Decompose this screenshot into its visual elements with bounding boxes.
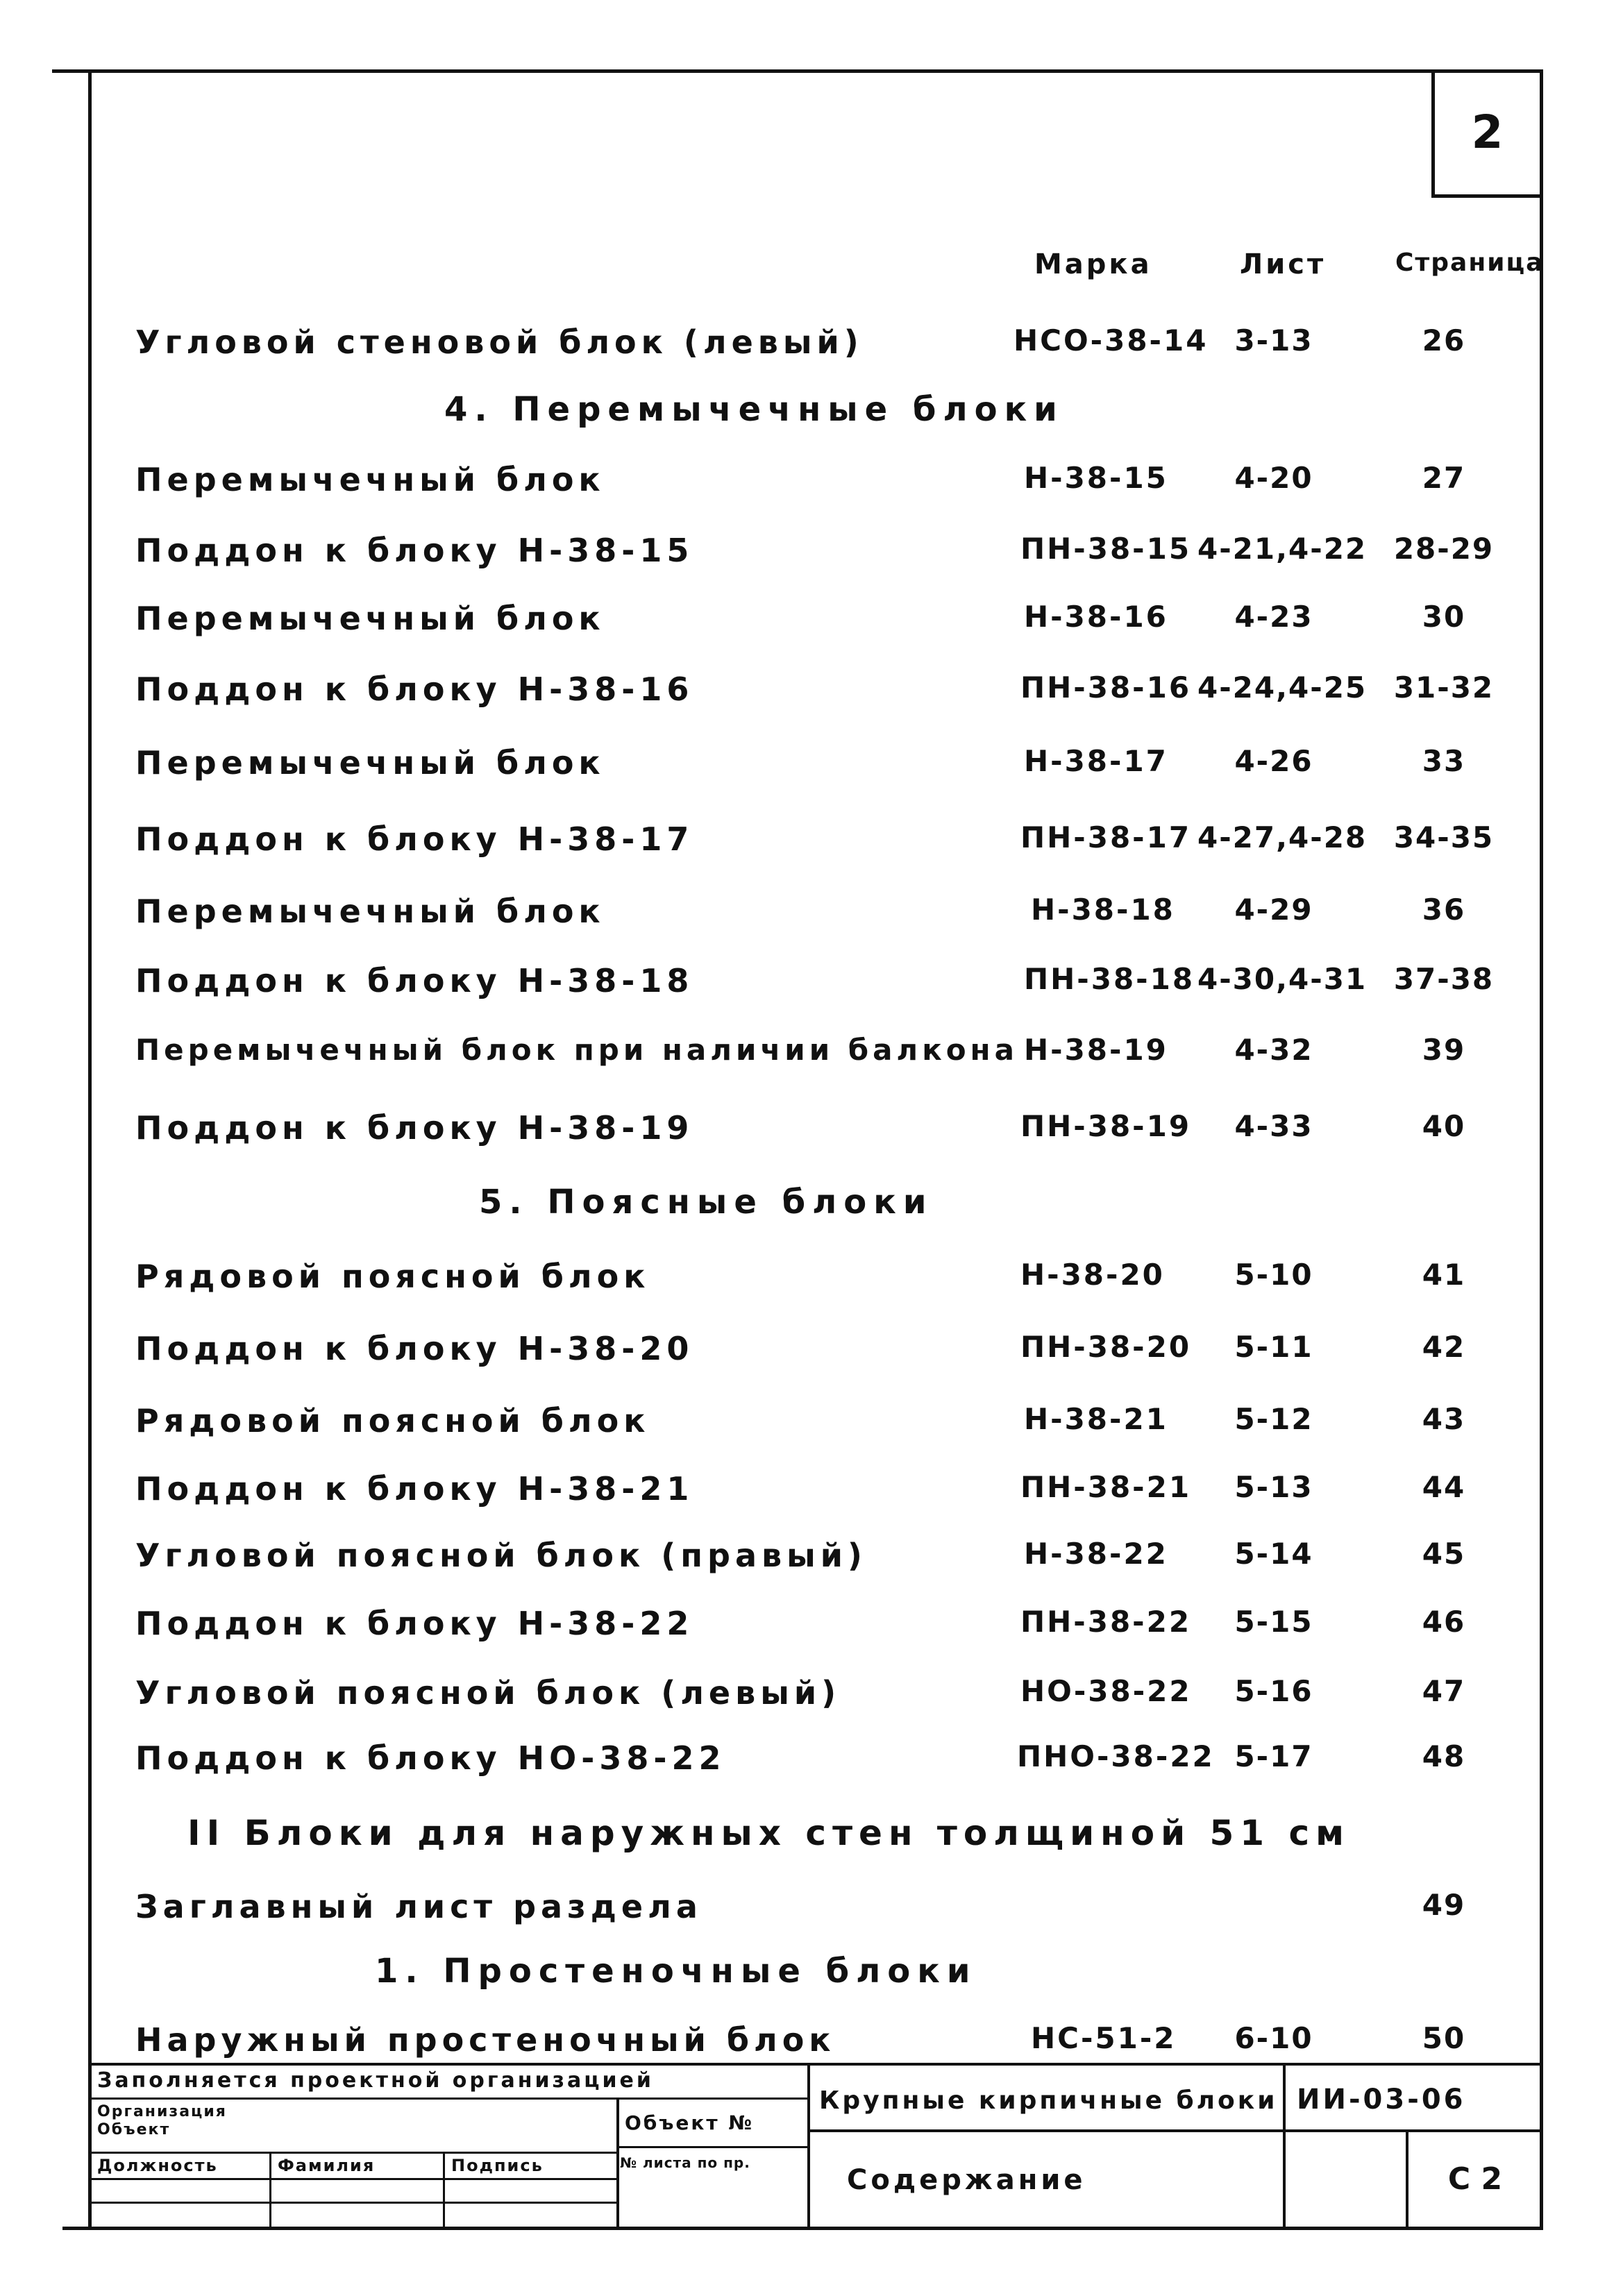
row-name: Поддон к блоку Н-38-15 <box>135 532 694 569</box>
row-mark: Н-38-17 <box>1024 744 1168 778</box>
row-name: Угловой поясной блок (правый) <box>135 1537 867 1574</box>
row-name: Угловой поясной блок (левый) <box>135 1674 841 1712</box>
tb-organization: Организация <box>97 2103 227 2120</box>
row-page: 33 <box>1422 744 1466 778</box>
tb-row-1 <box>92 2097 809 2100</box>
row-mark: ПН-38-15 <box>1020 532 1192 566</box>
row-page: 40 <box>1422 1109 1466 1143</box>
row-name: Поддон к блоку Н-38-18 <box>135 962 694 999</box>
row-mark: ПН-38-16 <box>1020 670 1192 704</box>
row-name: Заглавный лист раздела <box>135 1888 703 1925</box>
row-sheet: 5-13 <box>1234 1470 1313 1504</box>
page-number: 2 <box>1471 105 1504 159</box>
tb-page-code: С 2 <box>1447 2161 1503 2197</box>
row-name: Поддон к блоку Н-38-21 <box>135 1470 694 1508</box>
row-mark: Н-38-20 <box>1020 1258 1165 1292</box>
section-heading: 1. Простеночные блоки <box>375 1952 977 1991</box>
page-box-bottom <box>1431 194 1542 198</box>
row-mark: ПНО-38-22 <box>1017 1739 1215 1773</box>
row-name: Рядовой поясной блок <box>135 1402 650 1440</box>
row-page: 34-35 <box>1393 820 1495 854</box>
tb-project-title: Крупные кирпичные блоки <box>819 2086 1278 2115</box>
column-header-mark: Марка <box>1034 248 1152 280</box>
row-sheet: 5-14 <box>1234 1537 1313 1571</box>
tb-content-title: Содержание <box>847 2164 1086 2196</box>
row-page: 41 <box>1422 1258 1466 1292</box>
row-sheet: 6-10 <box>1234 2021 1313 2055</box>
row-page: 30 <box>1422 600 1466 634</box>
row-page: 43 <box>1422 1402 1466 1436</box>
tb-mid-line <box>809 2129 1542 2132</box>
frame-top-line <box>52 69 1543 73</box>
row-page: 28-29 <box>1393 532 1495 566</box>
tb-object-no: Объект № <box>625 2111 755 2134</box>
frame-right-line <box>1540 69 1543 2229</box>
row-page: 31-32 <box>1393 670 1495 704</box>
tb-row-3 <box>92 2178 618 2180</box>
tb-row-2 <box>92 2152 618 2154</box>
row-mark: Н-38-15 <box>1024 461 1168 495</box>
tb-left-divider <box>616 2097 619 2229</box>
section-heading: 5. Поясные блоки <box>479 1183 934 1222</box>
row-mark: ПН-38-18 <box>1024 962 1195 996</box>
row-name: Наружный простеночный блок <box>135 2021 836 2059</box>
row-page: 44 <box>1422 1470 1466 1504</box>
row-mark: НС-51-2 <box>1031 2021 1177 2055</box>
row-mark: ПН-38-21 <box>1020 1470 1192 1504</box>
row-page: 47 <box>1422 1674 1466 1708</box>
row-mark: ПН-38-20 <box>1020 1330 1192 1364</box>
row-page: 27 <box>1422 461 1466 495</box>
tb-signature: Подпись <box>451 2156 544 2175</box>
row-sheet: 4-23 <box>1234 600 1313 634</box>
row-page: 26 <box>1422 323 1466 357</box>
row-mark: Н-38-22 <box>1024 1537 1168 1571</box>
row-mark: НСО-38-14 <box>1014 323 1209 357</box>
row-page: 50 <box>1422 2021 1466 2055</box>
section-heading: 4. Перемычечные блоки <box>444 390 1064 429</box>
row-name: Поддон к блоку Н-38-16 <box>135 670 694 708</box>
row-sheet: 4-33 <box>1234 1109 1313 1143</box>
row-sheet: 5-12 <box>1234 1402 1313 1436</box>
row-mark: ПН-38-19 <box>1020 1109 1192 1143</box>
row-name: Поддон к блоку Н-38-20 <box>135 1330 694 1367</box>
row-sheet: 5-15 <box>1234 1605 1313 1639</box>
row-mark: ПН-38-17 <box>1020 820 1192 854</box>
tb-surname: Фамилия <box>278 2156 376 2175</box>
row-sheet: 5-11 <box>1234 1330 1313 1364</box>
tb-col-1 <box>269 2152 271 2229</box>
row-sheet: 4-27,4-28 <box>1197 820 1368 854</box>
tb-col-2 <box>443 2152 445 2229</box>
row-mark: НО-38-22 <box>1020 1674 1192 1708</box>
row-mark: ПН-38-22 <box>1020 1605 1192 1639</box>
row-sheet: 4-24,4-25 <box>1197 670 1368 704</box>
frame-bottom-line <box>62 2227 1543 2230</box>
tb-object: Объект <box>97 2121 171 2138</box>
row-mark: Н-38-19 <box>1024 1033 1168 1067</box>
section-heading: II Блоки для наружных стен толщиной 51 см <box>187 1813 1351 1853</box>
tb-filled-by: Заполняется проектной организацией <box>97 2068 654 2093</box>
row-mark: Н-38-18 <box>1031 893 1175 927</box>
row-name: Перемычечный блок <box>135 600 605 637</box>
row-name: Перемычечный блок <box>135 893 605 930</box>
row-name: Рядовой поясной блок <box>135 1258 650 1295</box>
row-sheet: 4-26 <box>1234 744 1313 778</box>
tb-divider-3 <box>1406 2129 1408 2229</box>
row-sheet: 5-10 <box>1234 1258 1313 1292</box>
row-name: Поддон к блоку Н-38-19 <box>135 1109 694 1147</box>
row-sheet: 3-13 <box>1234 323 1313 357</box>
row-name: Угловой стеновой блок (левый) <box>135 323 864 361</box>
row-name: Перемычечный блок при наличии балкона <box>135 1033 1018 1067</box>
row-sheet: 4-30,4-31 <box>1197 962 1368 996</box>
row-page: 49 <box>1422 1888 1466 1922</box>
row-page: 37-38 <box>1393 962 1495 996</box>
frame-left-line <box>88 69 92 2229</box>
row-name: Поддон к блоку Н-38-17 <box>135 820 694 858</box>
row-page: 36 <box>1422 893 1466 927</box>
row-page: 39 <box>1422 1033 1466 1067</box>
tb-top-line <box>92 2063 1542 2066</box>
row-sheet: 4-20 <box>1234 461 1313 495</box>
row-sheet: 4-21,4-22 <box>1197 532 1368 566</box>
row-mark: Н-38-16 <box>1024 600 1168 634</box>
row-sheet: 5-17 <box>1234 1739 1313 1773</box>
tb-position: Должность <box>97 2156 218 2175</box>
row-name: Перемычечный блок <box>135 461 605 498</box>
tb-sheet-no: № листа по пр. <box>620 2154 750 2171</box>
row-page: 46 <box>1422 1605 1466 1639</box>
column-header-sheet: Лист <box>1240 248 1327 280</box>
row-page: 48 <box>1422 1739 1466 1773</box>
column-header-page: Страница <box>1395 248 1545 277</box>
tb-divider-2 <box>1283 2063 1286 2229</box>
row-name: Поддон к блоку НО-38-22 <box>135 1739 726 1777</box>
row-sheet: 4-29 <box>1234 893 1313 927</box>
tb-row-4 <box>92 2202 618 2204</box>
row-sheet: 5-16 <box>1234 1674 1313 1708</box>
tb-object-line <box>618 2146 809 2148</box>
row-name: Поддон к блоку Н-38-22 <box>135 1605 694 1642</box>
row-mark: Н-38-21 <box>1024 1402 1168 1436</box>
row-name: Перемычечный блок <box>135 744 605 782</box>
row-page: 42 <box>1422 1330 1466 1364</box>
row-page: 45 <box>1422 1537 1466 1571</box>
tb-code: ИИ-03-06 <box>1297 2084 1466 2116</box>
row-sheet: 4-32 <box>1234 1033 1313 1067</box>
